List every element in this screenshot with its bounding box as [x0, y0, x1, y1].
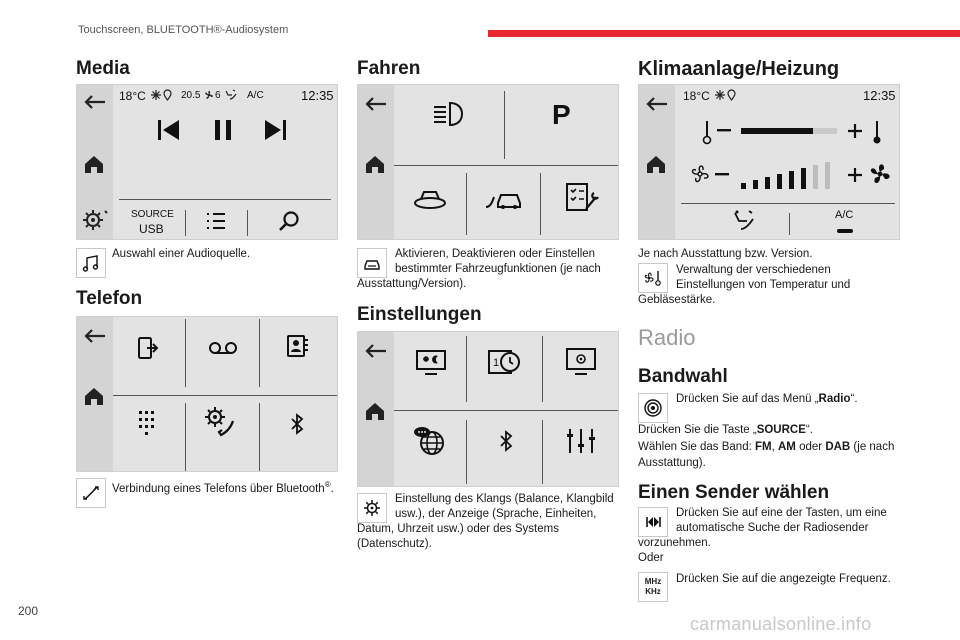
- phone-link-icon: [76, 478, 106, 508]
- klima-sep: [789, 213, 790, 235]
- thermometer-low-icon: [701, 119, 713, 145]
- telefon-desc-sup: ®: [324, 480, 331, 489]
- location-pin-icon: [727, 89, 736, 101]
- sender-desc-line3: vorzunehmen.: [638, 537, 711, 549]
- location-pin-icon: [163, 89, 172, 101]
- einst-desc-line2: usw.), der Anzeige (Sprache, Einheiten,: [395, 508, 597, 520]
- home-icon[interactable]: [83, 153, 105, 175]
- frequency-mhz: MHz: [644, 577, 662, 586]
- fahren-sep-3: [540, 173, 541, 235]
- media-screen: [76, 84, 338, 240]
- contacts-icon[interactable]: [283, 333, 309, 359]
- klima-description: [638, 263, 900, 308]
- fahren-desc-line1: Aktivieren, Deaktivieren oder Einstellen: [395, 248, 596, 260]
- media-heading: Media: [76, 58, 130, 79]
- settings-gear-icon[interactable]: [81, 207, 109, 233]
- bandwahl-l1a: Drücken Sie auf das Menü „: [676, 393, 819, 405]
- media-sep-2: [247, 210, 248, 236]
- frequency-khz: KHz: [645, 587, 661, 596]
- media-sep-1: [185, 210, 186, 236]
- klima-divider: [681, 203, 895, 204]
- einstellungen-screen: [357, 331, 619, 487]
- bandwahl-l2c: “.: [805, 424, 813, 436]
- bandwahl-l1b: Radio: [818, 393, 851, 405]
- einstellungen-heading: Einstellungen: [357, 304, 482, 325]
- fahren-sep-2: [466, 173, 467, 235]
- back-arrow-icon[interactable]: [83, 93, 107, 111]
- air-seat-icon: [224, 89, 238, 101]
- fahren-divider: [394, 165, 618, 166]
- fan-minus-button[interactable]: [715, 173, 729, 177]
- snowflake-icon: [151, 90, 161, 100]
- back-arrow-icon[interactable]: [364, 342, 388, 360]
- headlight-icon[interactable]: [430, 99, 466, 129]
- bandwahl-l1c: “.: [850, 393, 858, 405]
- fan-icon: [204, 90, 214, 100]
- pause-icon[interactable]: [211, 117, 235, 143]
- search-icon[interactable]: [277, 209, 301, 233]
- telefon-desc-end: .: [330, 482, 334, 495]
- tel-sep-4: [259, 403, 260, 471]
- frequency-icon: [638, 572, 668, 602]
- einst-sep-1: [466, 336, 467, 402]
- fan-plus-button[interactable]: [847, 167, 863, 183]
- music-note-icon: [76, 248, 106, 278]
- phone-transfer-icon[interactable]: [135, 335, 159, 361]
- media-status-time: 12:35: [301, 88, 334, 103]
- klima-note: Je nach Ausstattung bzw. Version.: [638, 248, 813, 260]
- einstellungen-description: [357, 492, 619, 552]
- sender-description: [638, 506, 900, 566]
- svg-text:1: 1: [493, 357, 500, 369]
- next-track-icon[interactable]: [263, 117, 289, 143]
- tel-sep-2: [259, 319, 260, 387]
- telefon-description: [112, 477, 334, 497]
- ac-indicator: [837, 229, 853, 233]
- parking-label[interactable]: P: [552, 99, 571, 130]
- einst-divider: [394, 410, 618, 411]
- fan-high-icon: [867, 161, 893, 187]
- air-distribution-icon[interactable]: [731, 209, 757, 233]
- bandwahl-l3f: DAB: [825, 441, 851, 453]
- source-value[interactable]: USB: [139, 222, 164, 236]
- sender-desc-line1: Drücken Sie auf eine der Tasten, um eine: [676, 507, 887, 519]
- einst-desc-line3: Datum, Uhrzeit usw.) oder des Systems: [357, 523, 559, 535]
- einst-sep-3: [466, 420, 467, 484]
- media-status-temp: 18°C: [119, 89, 146, 103]
- klima-screen: [638, 84, 900, 240]
- temp-slider[interactable]: [741, 128, 837, 134]
- sender-description-2: Drücken Sie auf die angezeigte Frequenz.: [676, 573, 891, 585]
- fahren-heading: Fahren: [357, 58, 421, 79]
- back-arrow-icon[interactable]: [364, 95, 388, 113]
- fahren-description: [357, 247, 619, 292]
- home-icon[interactable]: [83, 385, 105, 407]
- media-description: Auswahl einer Audioquelle.: [112, 248, 251, 260]
- display-brightness-icon[interactable]: [414, 348, 448, 378]
- bluetooth-icon[interactable]: [289, 413, 305, 435]
- home-icon[interactable]: [364, 400, 386, 422]
- media-status-ac: A/C: [247, 90, 264, 101]
- fahren-screen: [357, 84, 619, 240]
- voicemail-icon[interactable]: [207, 339, 239, 357]
- header-accent-bar: [488, 30, 960, 37]
- klima-desc-line3: Gebläsestärke.: [638, 294, 716, 306]
- klima-heading: Klimaanlage/Heizung: [638, 58, 840, 80]
- bandwahl-l2a: Drücken Sie die Taste „: [638, 424, 757, 436]
- fahren-desc-line2: bestimmter Fahrzeugfunktionen (je nach: [395, 263, 601, 275]
- home-icon[interactable]: [364, 153, 386, 175]
- media-status-fan: 6: [215, 90, 221, 101]
- einst-desc-line4: (Datenschutz).: [357, 538, 432, 550]
- bandwahl-line4: Ausstattung).: [638, 457, 706, 469]
- einst-desc-line1: Einstellung des Klangs (Balance, Klangbild: [395, 493, 614, 505]
- fahren-desc-line3: Ausstattung/Version).: [357, 278, 467, 290]
- sender-heading: Einen Sender wählen: [638, 482, 830, 503]
- watermark: carmanualsonline.info: [690, 614, 872, 634]
- bandwahl-l3b: FM: [755, 441, 772, 453]
- radio-heading: Radio: [638, 325, 696, 350]
- einst-sep-4: [542, 420, 543, 484]
- thermometer-high-icon: [871, 119, 883, 145]
- date-time-icon[interactable]: [486, 346, 522, 378]
- tel-sep-3: [185, 403, 186, 471]
- klima-desc-line2: Einstellungen von Temperatur und: [676, 279, 851, 291]
- bandwahl-l3e: oder: [795, 441, 826, 453]
- bandwahl-line2: [638, 423, 813, 438]
- bluetooth-icon[interactable]: [498, 430, 514, 452]
- tel-divider: [113, 395, 337, 396]
- checklist-wrench-icon[interactable]: [564, 181, 600, 215]
- fan-level-bars[interactable]: [741, 159, 837, 189]
- bandwahl-l3g: (je nach: [850, 441, 895, 453]
- equalizer-icon[interactable]: [564, 426, 598, 456]
- bandwahl-heading: Bandwahl: [638, 366, 728, 387]
- language-globe-icon[interactable]: [412, 424, 448, 458]
- phone-settings-icon[interactable]: [203, 405, 237, 439]
- klima-ac-label[interactable]: A/C: [835, 209, 854, 221]
- tel-sep-1: [185, 319, 186, 387]
- telefon-heading: Telefon: [76, 288, 143, 309]
- running-header: Touchscreen, BLUETOOTH®-Audiosystem: [78, 24, 289, 36]
- sender-desc-line2: automatische Suche der Radiosender: [676, 522, 869, 534]
- list-icon[interactable]: [205, 211, 227, 231]
- back-arrow-icon[interactable]: [83, 327, 107, 345]
- einst-sep-2: [542, 336, 543, 402]
- previous-track-icon[interactable]: [155, 117, 181, 143]
- temp-minus-button[interactable]: [717, 129, 731, 133]
- temp-plus-button[interactable]: [847, 123, 863, 139]
- snowflake-icon: [715, 90, 725, 100]
- telefon-screen: [76, 316, 338, 472]
- telefon-desc-text: Verbindung eines Telefons über Bluetooth: [112, 482, 325, 495]
- page-number: 200: [18, 604, 39, 618]
- bandwahl-line3: [638, 440, 894, 455]
- bandwahl-l3d: AM: [778, 441, 796, 453]
- bandwahl-line1: [676, 392, 858, 407]
- bandwahl-l2b: SOURCE: [756, 424, 806, 436]
- bandwahl-l3a: Wählen Sie das Band:: [638, 441, 755, 453]
- source-label: SOURCE: [131, 209, 174, 220]
- fan-low-icon: [689, 163, 711, 185]
- car-assist-icon[interactable]: [482, 183, 524, 213]
- bandwahl-l3c: ,: [771, 441, 778, 453]
- klima-status-time: 12:35: [863, 88, 896, 103]
- back-arrow-icon[interactable]: [645, 95, 669, 113]
- klima-status-temp: 18°C: [683, 89, 710, 103]
- radio-signal-icon: [638, 393, 668, 423]
- fahren-sep-1: [504, 91, 505, 159]
- media-divider: [119, 199, 331, 200]
- keypad-icon[interactable]: [137, 409, 157, 437]
- sender-oder: Oder: [638, 552, 664, 564]
- media-status-temp2: 20.5: [181, 90, 201, 101]
- system-settings-icon[interactable]: [564, 346, 598, 378]
- home-icon[interactable]: [645, 153, 667, 175]
- klima-desc-line1: Verwaltung der verschiedenen: [676, 264, 831, 276]
- temp-slider-fill: [741, 128, 813, 134]
- driving-mode-icon[interactable]: [412, 185, 448, 211]
